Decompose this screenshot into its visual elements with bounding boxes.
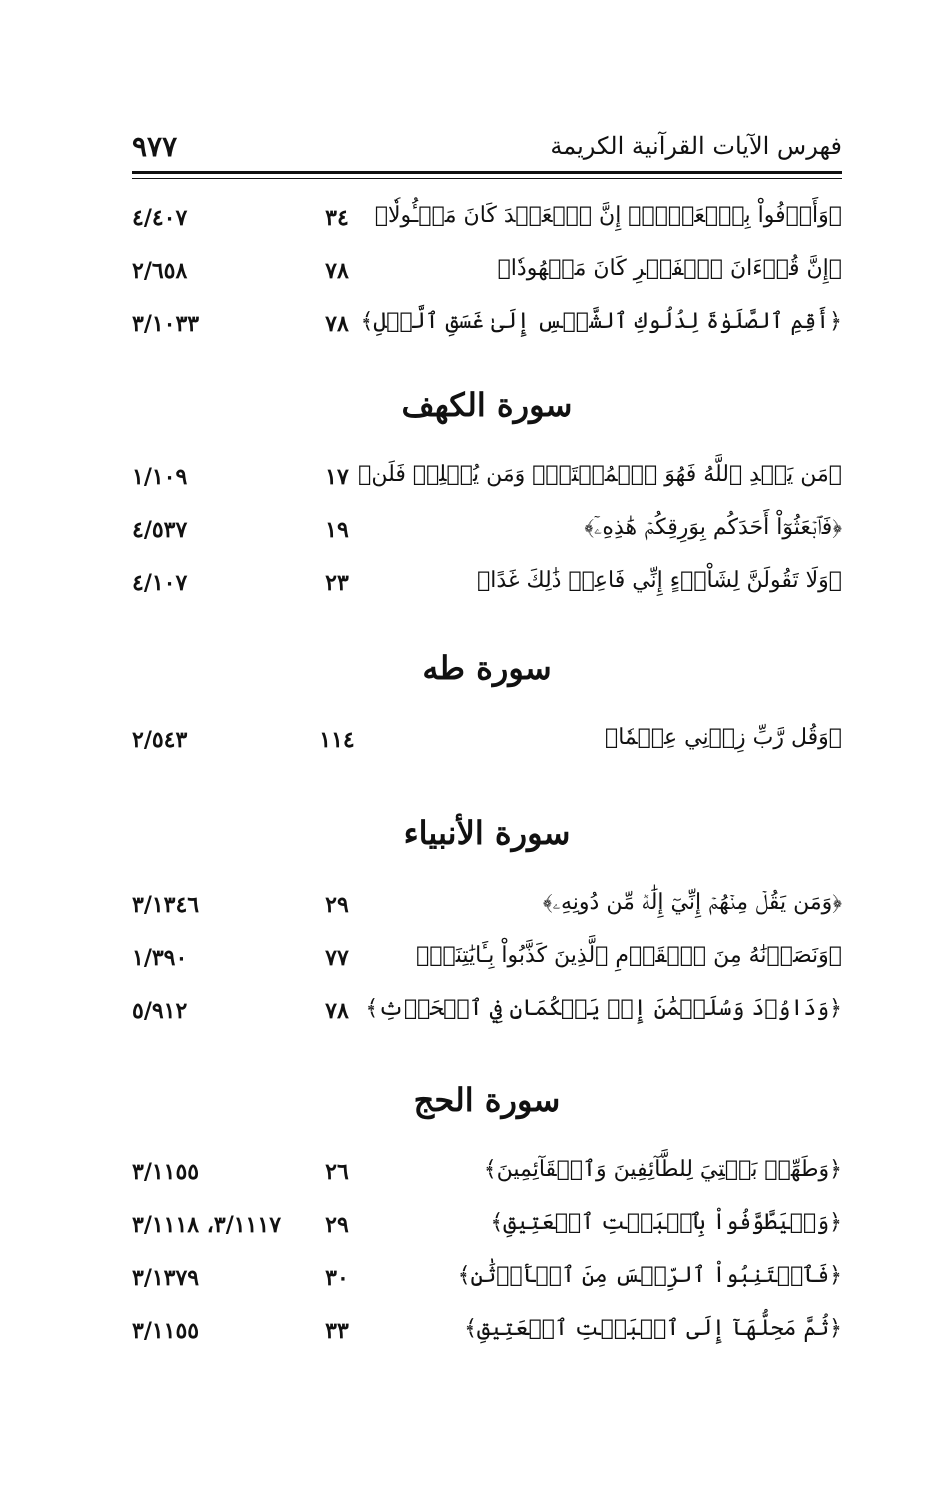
table-row bbox=[132, 717, 842, 770]
verse-number: ٢٦ bbox=[325, 1159, 349, 1185]
page-title: فهرس الآيات القرآنية الكريمة bbox=[550, 132, 842, 160]
table-row bbox=[132, 1255, 842, 1308]
page-reference: ٣/١٣٧٩ bbox=[132, 1265, 200, 1291]
verse-text: ﴿وَنَصَرۡنَٰهُ مِنَ ٱلۡقَوۡمِ ٱلَّذِينَ كَذَّبُواْ بِـَٔايَٰتِنَآۚ﴾ bbox=[416, 943, 842, 968]
section-rows bbox=[132, 882, 842, 1041]
verse-text: ﴿ثُمَّ مَحِلُّهَآ إِلَى ٱلۡبَيۡتِ ٱلۡعَتِيقِ﴾ bbox=[464, 1316, 842, 1341]
verse-number: ٢٣ bbox=[325, 570, 349, 596]
verse-number: ٧٨ bbox=[325, 258, 349, 284]
page-reference: ٤/٤٠٧ bbox=[132, 205, 188, 231]
table-row bbox=[132, 882, 842, 935]
surah-heading: سورة الحج bbox=[413, 1081, 561, 1119]
verse-number: ٣٠ bbox=[325, 1265, 349, 1291]
verse-number: ٧٨ bbox=[325, 998, 349, 1024]
page-reference: ٣/١١٥٥ bbox=[132, 1159, 200, 1185]
verse-text: ﴿وَأَوۡفُواْ بِٱلۡعَهۡدِۖ إِنَّ ٱلۡعَهۡدَ كَانَ مَسۡـُٔولٗا﴾ bbox=[374, 203, 842, 228]
verse-text: ﴿فَٱبۡعَثُوٓاْ أَحَدَكُم بِوَرِقِكُمۡ هَٰذِهِۦٓ﴾ bbox=[584, 515, 842, 540]
table-row bbox=[132, 507, 842, 560]
index-content bbox=[132, 195, 842, 1361]
verse-number: ٧٨ bbox=[325, 311, 349, 337]
table-row bbox=[132, 454, 842, 507]
table-row bbox=[132, 935, 842, 988]
verse-number: ٧٧ bbox=[325, 945, 349, 971]
page-number: ٩٧٧ bbox=[132, 130, 178, 163]
verse-text: ﴿مَن يَهۡدِ ٱللَّهُ فَهُوَ ٱلۡمُهۡتَدِۖ وَمَن يُضۡلِلۡ فَلَن﴾ bbox=[358, 462, 842, 487]
surah-heading: سورة طه bbox=[422, 649, 552, 687]
table-row bbox=[132, 1308, 842, 1361]
verse-number: ٢٩ bbox=[325, 892, 349, 918]
page-reference: ٥/٩١٢ bbox=[132, 998, 188, 1024]
page-reference: ٣/١٠٣٣ bbox=[132, 311, 200, 337]
verse-number: ٣٣ bbox=[325, 1318, 349, 1344]
verse-text: ﴿وَمَن يَقُلۡ مِنۡهُمۡ إِنِّيٓ إِلَٰهٞ مِّن دُونِهِۦ﴾ bbox=[542, 890, 842, 915]
verse-text: ﴿أَقِمِ ٱلصَّلَوٰةَ لِدُلُوكِ ٱلشَّمۡسِ إِلَىٰ غَسَقِ ٱلَّيۡلِ﴾ bbox=[360, 309, 842, 334]
table-row bbox=[132, 1149, 842, 1202]
header-rule-thin bbox=[132, 178, 842, 179]
page-reference: ١/٣٩٠ bbox=[132, 945, 188, 971]
section-rows bbox=[132, 454, 842, 613]
verse-text: ﴿وَقُل رَّبِّ زِدۡنِي عِلۡمٗا﴾ bbox=[605, 725, 842, 750]
section-continuation bbox=[132, 195, 842, 354]
table-row bbox=[132, 988, 842, 1041]
verse-text: ﴿فَٱجۡتَنِبُواْ ٱلرِّجۡسَ مِنَ ٱلۡأَوۡثَٰنِ﴾ bbox=[457, 1263, 842, 1288]
verse-number: ١٩ bbox=[325, 517, 349, 543]
page-reference: ٢/٥٤٣ bbox=[132, 727, 188, 753]
verse-number: ٣٤ bbox=[325, 205, 349, 231]
surah-heading: سورة الأنبياء bbox=[403, 814, 571, 852]
table-row bbox=[132, 1202, 842, 1255]
page-reference: ٣/١١١٧، ٣/١١١٨ bbox=[132, 1212, 282, 1238]
page-reference: ٣/١١٥٥ bbox=[132, 1318, 200, 1344]
verse-text: ﴿وَلَا تَقُولَنَّ لِشَاْيۡءٍ إِنِّي فَاعِلٞ ذَٰلِكَ غَدًا﴾ bbox=[477, 568, 842, 593]
page-reference: ١/١٠٩ bbox=[132, 464, 188, 490]
verse-number: ١١٤ bbox=[319, 727, 355, 753]
page-reference: ٢/٦٥٨ bbox=[132, 258, 188, 284]
section-rows bbox=[132, 1149, 842, 1361]
verse-number: ١٧ bbox=[325, 464, 349, 490]
page-reference: ٣/١٣٤٦ bbox=[132, 892, 200, 918]
surah-heading: سورة الكهف bbox=[401, 386, 573, 424]
section-rows bbox=[132, 717, 842, 770]
page-reference: ٤/١٠٧ bbox=[132, 570, 188, 596]
page-reference: ٤/٥٣٧ bbox=[132, 517, 188, 543]
verse-text: ﴿وَطَهِّرۡ بَيۡتِيَ لِلطَّآئِفِينَ وَٱلۡقَآئِمِينَ﴾ bbox=[483, 1157, 842, 1182]
table-row bbox=[132, 195, 842, 248]
verse-text: ﴿وَلۡيَطَّوَّفُواْ بِٱلۡبَيۡتِ ٱلۡعَتِيقِ﴾ bbox=[490, 1210, 842, 1235]
header-rule-thick bbox=[132, 171, 842, 174]
verse-number: ٢٩ bbox=[325, 1212, 349, 1238]
page-header bbox=[132, 120, 842, 170]
verse-text: ﴿إِنَّ قُرۡءَانَ ٱلۡفَجۡرِ كَانَ مَشۡهُودٗا﴾ bbox=[497, 256, 842, 281]
table-row bbox=[132, 248, 842, 301]
verse-text: ﴿وَدَاوُۥدَ وَسُلَيۡمَٰنَ إِذۡ يَحۡكُمَانِ فِي ٱلۡحَرۡثِ﴾ bbox=[365, 996, 842, 1021]
table-row bbox=[132, 560, 842, 613]
table-row bbox=[132, 301, 842, 354]
